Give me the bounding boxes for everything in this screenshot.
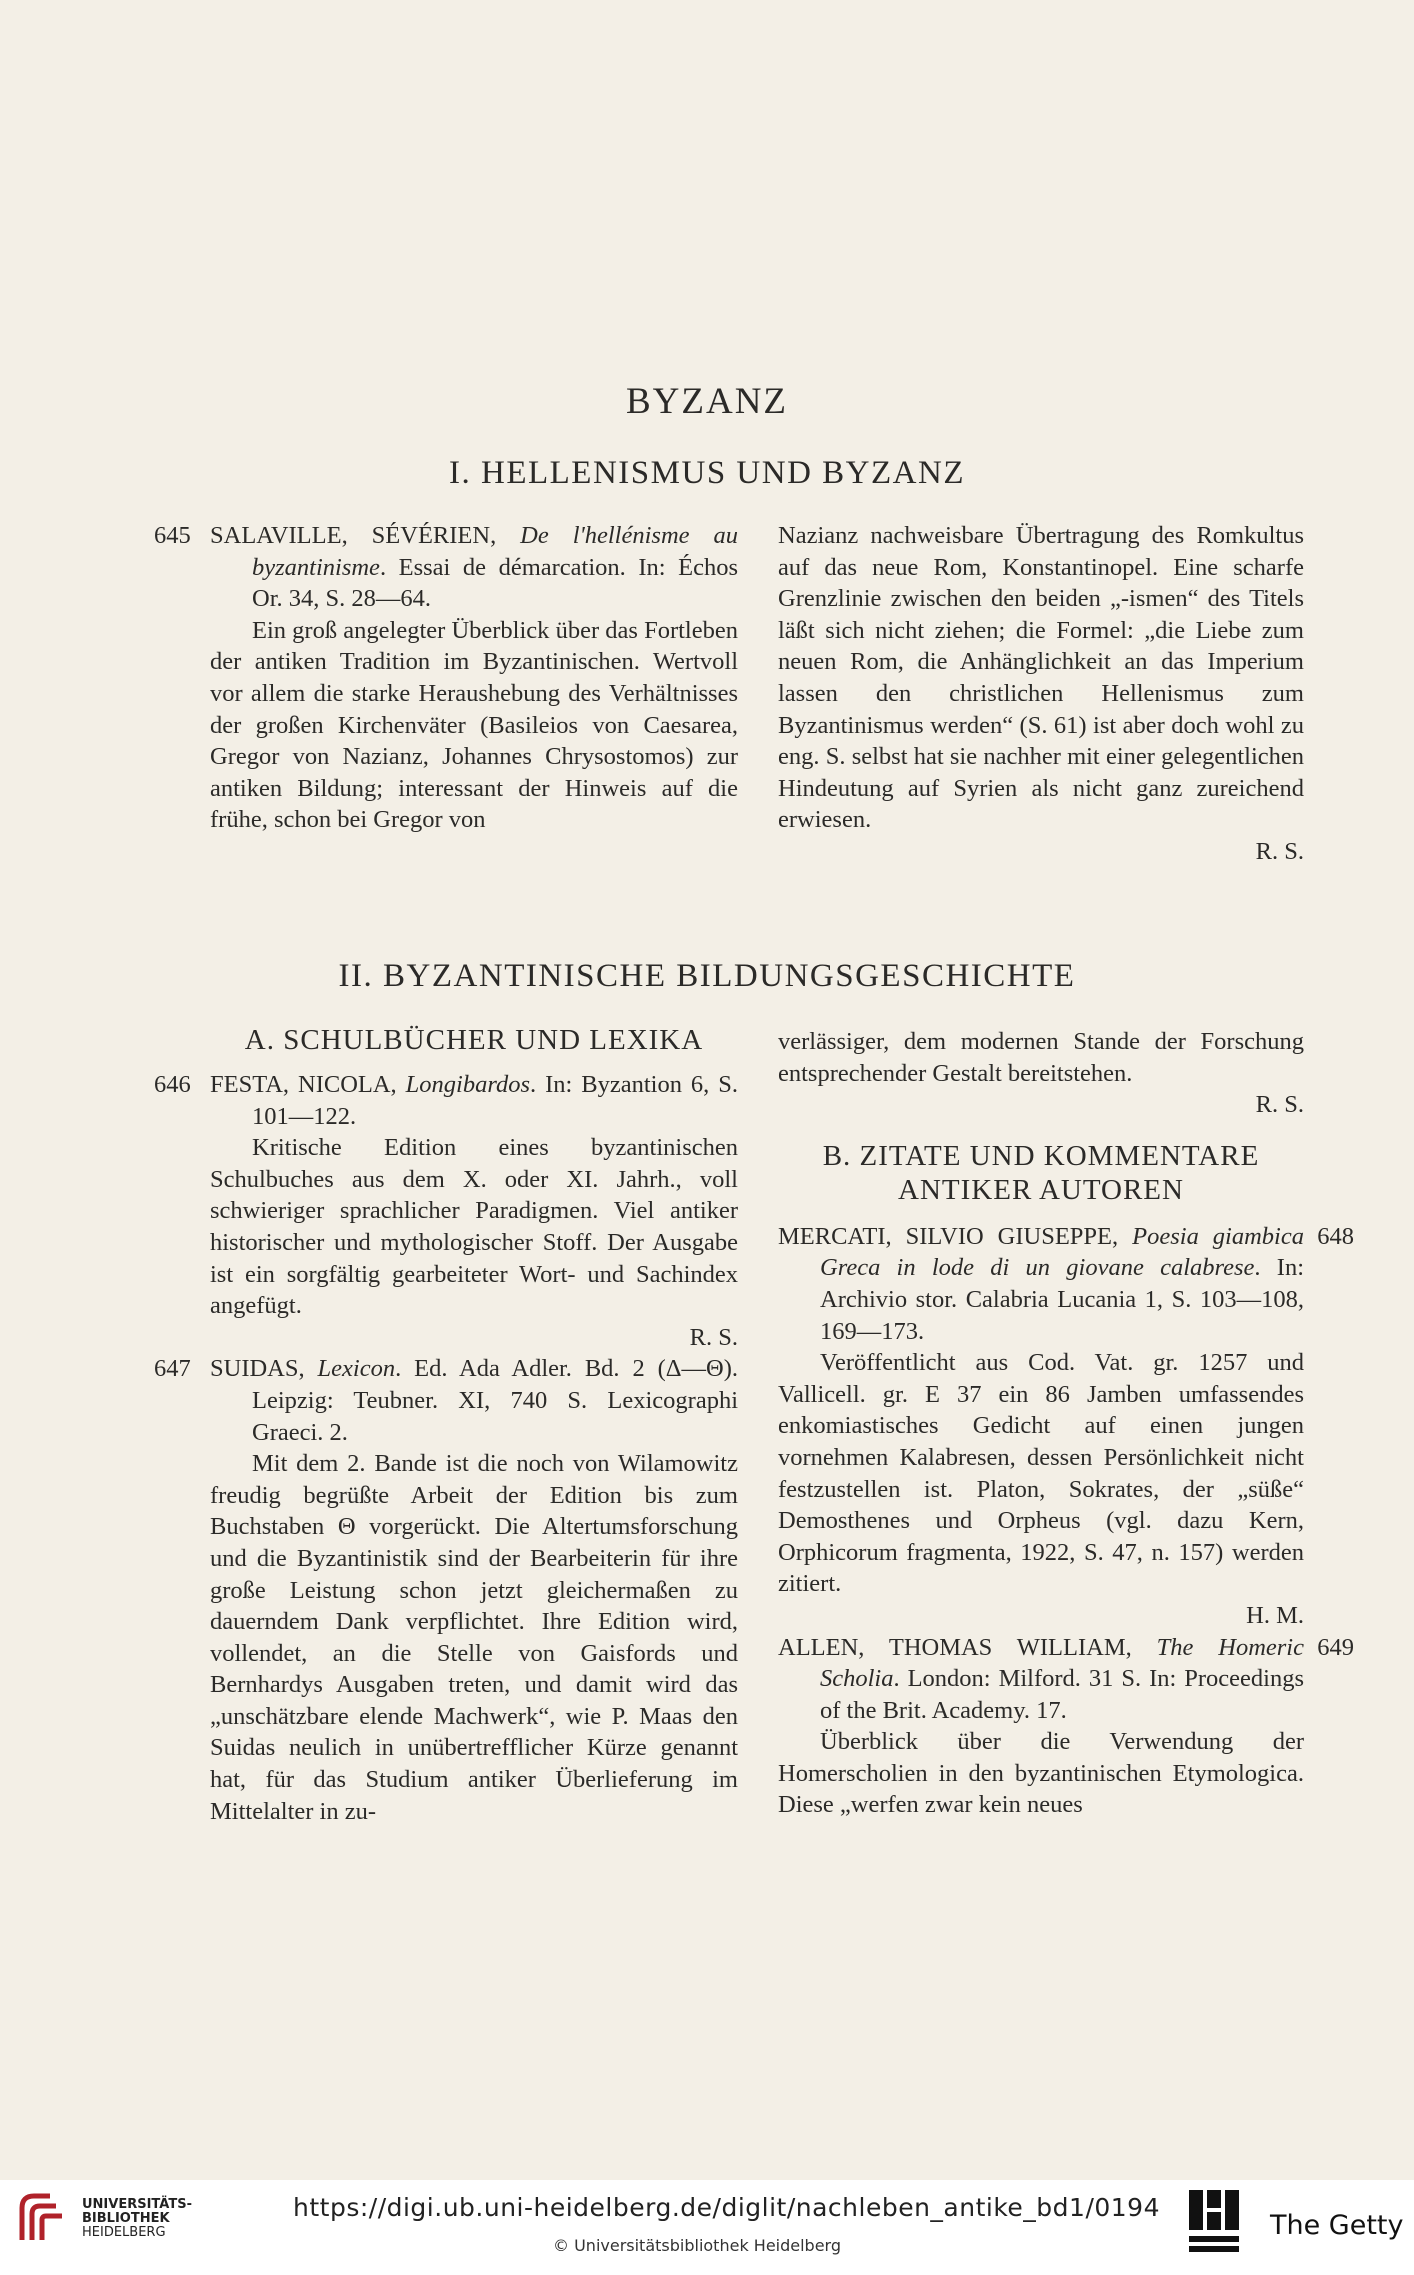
permalink-url[interactable]: https://digi.ub.uni-heidelberg.de/diglit/nachleben_antike_bd1/0194 (293, 2193, 1160, 2222)
university-library-name: UNIVERSITÄTS- BIBLIOTHEK HEIDELBERG (82, 2197, 192, 2240)
entry-645 (154, 520, 738, 836)
entry-648 (778, 1221, 1354, 1632)
section-heading-2: II. BYZANTINISCHE BILDUNGSGESCHICHTE (338, 958, 1076, 994)
entry-body-continued: Nazianz nachweisbare Übertragung des Romkultus auf das neue Rom, Konstantinopel. Eine scharfe Grenzlinie zwischen den beiden „-ismen“ des Titels läßt sich nicht ziehen; die Formel: „die Liebe zum neuen Rom, die Anhänglichkeit an das Imperium lassen den christlichen Hellenismus zum Byzantinismus werden“ (S. 61) ist aber doch wohl zu eng. S. selbst hat sie nachher mit einer gelegentlichen Hindeutung auf Syrien als nicht ganz zureichend erwiesen. (778, 522, 1304, 834)
entry-646 (154, 1069, 738, 1353)
entry-649 (778, 1632, 1354, 1822)
entry-body-continued: verlässiger, dem modernen Stande der Forschung entsprechender Gestalt bereitstehen. (778, 1028, 1304, 1087)
entry-number: 649 (1317, 1633, 1354, 1661)
entry-heading: SALAVILLE, SÉVÉRIEN, De l'hellénisme au byzantinisme. Essai de démarcation. In: Échos Or. 34, S. 28—64. (210, 522, 738, 613)
section-heading-1: I. HELLENISMUS UND BYZANZ (449, 455, 965, 491)
entry-body: Überblick über die Verwendung der Homerscholien in den byzantinischen Etymologica. Diese „werfen zwar kein neues (778, 1728, 1304, 1819)
signature: R. S. (1255, 1091, 1304, 1119)
entry-body: Ein groß angelegter Überblick über das Fortleben der antiken Tradition im Byzantinischen. Wertvoll vor allem die starke Heraushebung des Verhältnisses der großen Kirchenväter (Basileios von Caesarea, Gregor von Nazianz, Johannes Chrysostomos) zur antiken Bildung; interessant der Hinweis auf die frühe, schon bei Gregor von (210, 616, 738, 834)
subheading-b: B. ZITATE UND KOMMENTARE ANTIKER AUTOREN (822, 1139, 1260, 1206)
entry-647 (154, 1353, 738, 1827)
entry-heading: ALLEN, THOMAS WILLIAM, The Homeric Scholia. London: Milford. 31 S. In: Proceedings of the Brit. Academy. 17. (778, 1633, 1304, 1724)
entry-number: 647 (154, 1355, 191, 1383)
university-library-logo-icon (14, 2188, 74, 2248)
page-title: BYZANZ (625, 381, 789, 422)
entry-number: 648 (1317, 1222, 1354, 1250)
entry-heading: FESTA, NICOLA, Longibardos. In: Byzantion 6, S. 101—122. (210, 1071, 738, 1130)
signature: R. S. (689, 1323, 738, 1351)
entry-body: Mit dem 2. Bande ist die noch von Wilamowitz freudig begrüßte Arbeit der Edition bis zum Buchstaben Θ vorgerückt. Die Altertumsforschung und die Byzantinistik sind der Bearbeiterin für ihre große Leistung schon jetzt gleichermaßen zu dauerndem Dank verpflichtet. Ihre Edition wird, vollendet, an die Stelle von Gaisfords und Bernhardys Ausgaben treten, und damit wird das „unschätzbare elende Machwerk“, wie P. Maas den Suidas neulich in unübertrefflicher Kürze genannt hat, für das Studium antiker Überlieferung im Mittelalter in zu- (210, 1450, 738, 1825)
footer-bar (0, 2180, 1414, 2275)
getty-logo-icon (1187, 2188, 1241, 2258)
copyright-notice: © Universitätsbibliothek Heidelberg (553, 2236, 842, 2255)
entry-heading: MERCATI, SILVIO GIUSEPPE, Poesia giambica Greca in lode di un giovane calabrese. In: Archivio stor. Calabria Lucania 1, S. 103—108, 169—173. (778, 1222, 1304, 1345)
subheading-a: A. SCHULBÜCHER UND LEXIKA (244, 1024, 704, 1056)
entry-number: 645 (154, 522, 191, 549)
entry-number: 646 (154, 1071, 191, 1098)
section1-right-column (778, 520, 1304, 868)
entry-body: Kritische Edition eines byzantinischen Schulbuches aus dem X. oder XI. Jahrh., voll schwieriger sprachlicher Paradigmen. Viel antiker historischer und mythologischer Stoff. Der Ausgabe ist ein sorgfältig gearbeiteter Wort- und Sachindex angefügt. (210, 1134, 738, 1320)
section1-left-column (154, 520, 738, 836)
signature: H. M. (1246, 1601, 1304, 1629)
entry-body: Veröffentlicht aus Cod. Vat. gr. 1257 und Vallicell. gr. E 37 ein 86 Jamben umfassendes enkomiastisches Gedicht auf einen jungen vornehmen Kalabresen, dessen Persönlichkeit nicht festzustellen ist. Platon, Sokrates, der „süße“ Demosthenes und Orpheus (vgl. dazu Kern, Orphicorum fragmenta, 1922, S. 47, n. 157) werden zitiert. (778, 1349, 1304, 1598)
section2-left-column (154, 1023, 738, 1827)
section2-right-column (778, 1026, 1354, 1821)
entry-heading: SUIDAS, Lexicon. Ed. Ada Adler. Bd. 2 (Δ—Θ). Leipzig: Teubner. XI, 740 S. Lexicographi Graeci. 2. (210, 1355, 738, 1446)
getty-name: The Getty (1270, 2210, 1404, 2241)
signature: R. S. (1255, 837, 1304, 865)
